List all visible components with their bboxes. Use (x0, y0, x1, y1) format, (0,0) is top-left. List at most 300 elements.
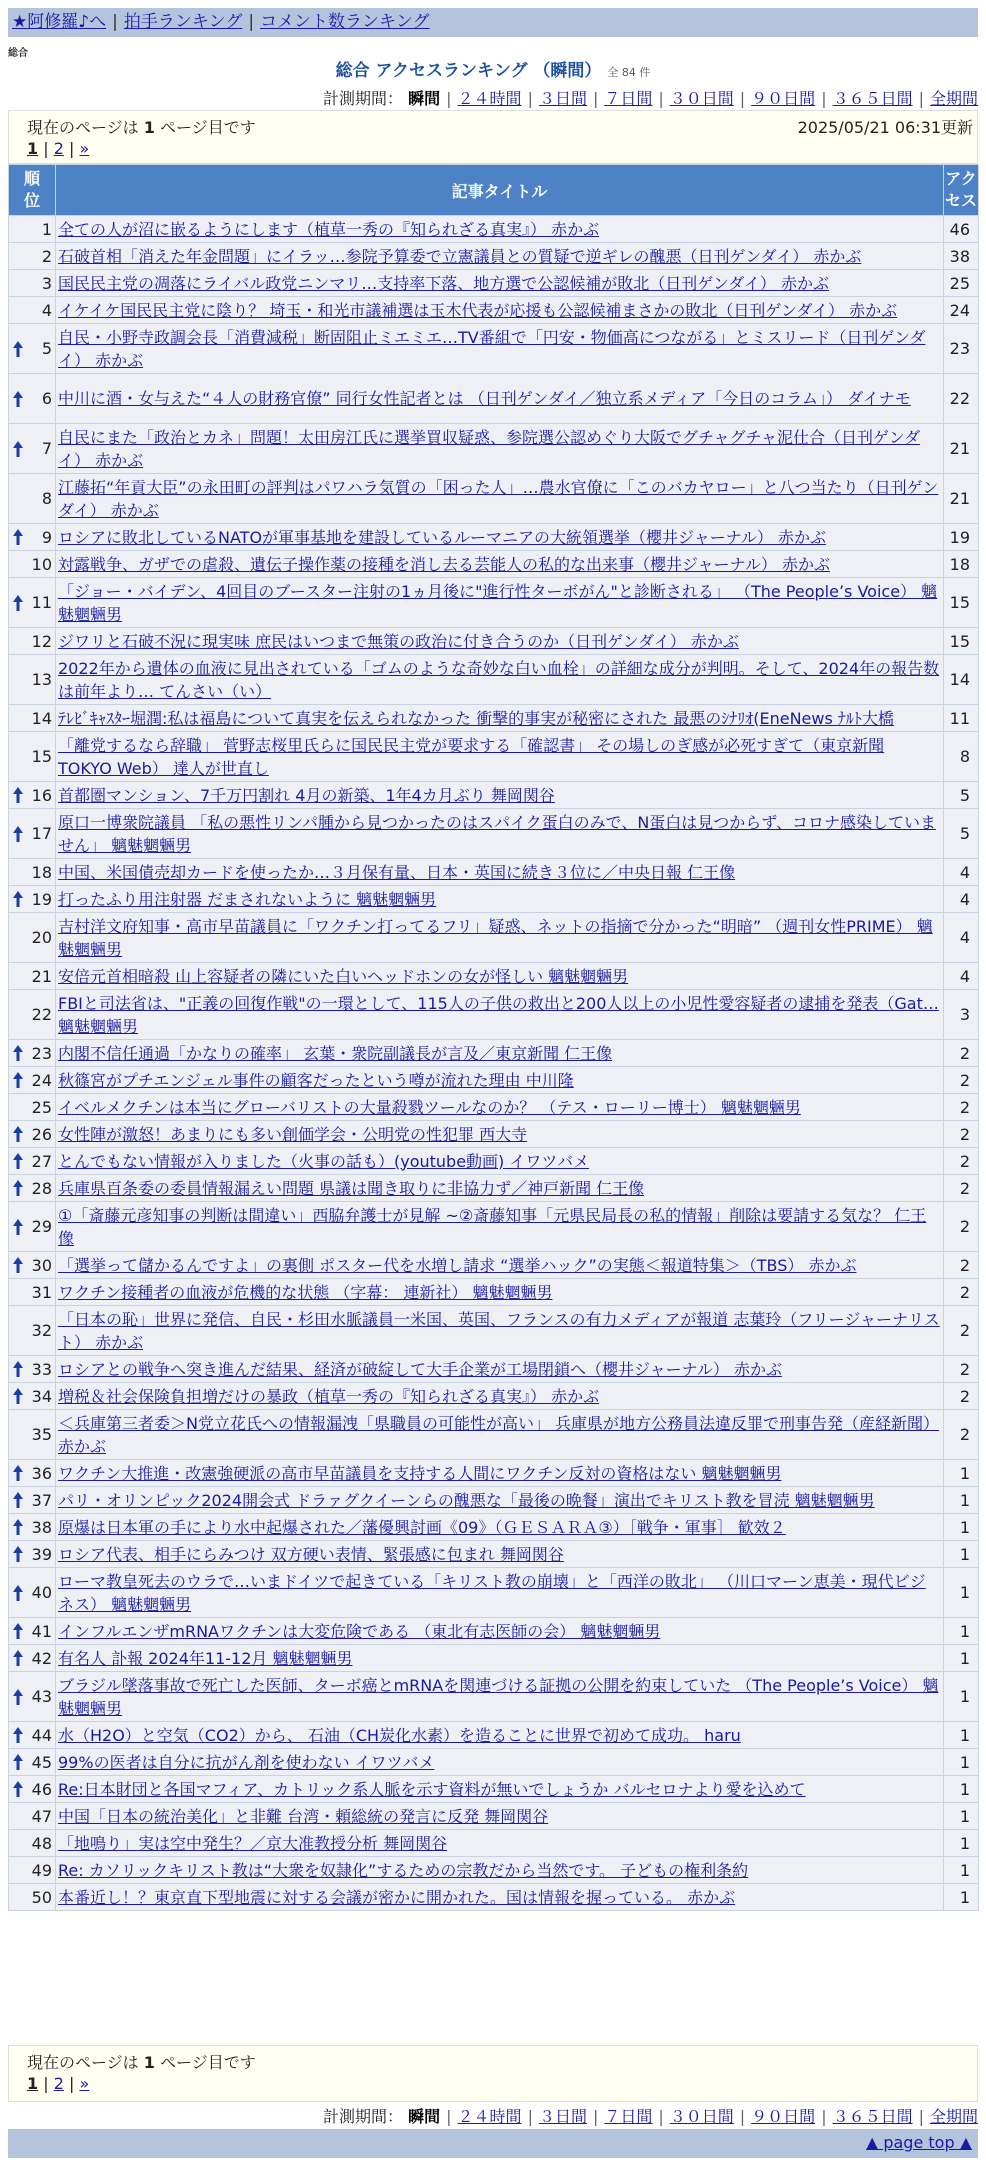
rank-up-arrow-icon (12, 528, 24, 546)
rank-cell (9, 1202, 56, 1252)
article-title-link[interactable]: 国民民主党の凋落にライバル政党ニンマリ…支持率下落、地方選で公認候補が敗北（日刊ゲンダイ） 赤かぶ (58, 273, 830, 293)
title-cell (56, 705, 944, 732)
nav-separator: | (112, 12, 118, 32)
access-count: 1 (944, 1749, 979, 1776)
rank-number: 32 (31, 1321, 52, 1340)
period-label: 計測期間： (323, 89, 404, 108)
rank-cell (9, 474, 56, 524)
rank-number: 23 (31, 1043, 52, 1063)
article-title-link[interactable]: 中川に酒・女与えた“４人の財務官僚” 同行女性記者とは （日刊ゲンダイ／独立系メディア「今日のコラム」） ダイナモ (58, 389, 911, 408)
access-count: 2 (944, 1383, 979, 1410)
access-count: 2 (944, 1067, 979, 1094)
table-row (9, 1040, 979, 1067)
rank-cell (9, 1279, 56, 1306)
rank-cell (9, 1252, 56, 1279)
rank-up-arrow-icon (12, 1545, 24, 1563)
rank-number: 19 (31, 889, 52, 909)
rank-cell (9, 1094, 56, 1121)
access-count: 3 (944, 990, 979, 1040)
pagination-top: 1 | 2 | » (27, 139, 90, 158)
period-link-7d[interactable]: ７日間 (604, 2107, 653, 2126)
access-count: 5 (944, 782, 979, 809)
access-count: 46 (944, 216, 979, 243)
article-title-link[interactable]: 本番近し！？東京直下型地震に対する会議が密かに開かれた。国は情報を握っている。 赤かぶ (58, 1887, 736, 1907)
col-header-title: 記事タイトル (56, 165, 944, 216)
page-title (0, 60, 986, 84)
page-link-2[interactable]: 2 (53, 2074, 64, 2093)
title-cell (56, 963, 944, 990)
rank-cell (9, 297, 56, 324)
rank-number: 4 (41, 300, 52, 320)
access-count: 15 (944, 578, 979, 628)
article-title-link[interactable]: 「ジョー・バイデン、4回目のブースター注射の1ヵ月後に"進行性ターボがん"と診断される」 （The People’s Voice） 魑魅魍魎男 (58, 581, 938, 624)
article-title-link[interactable]: 打ったふり用注射器 だまされないように 魑魅魍魎男 (58, 889, 437, 909)
rank-cell (9, 628, 56, 655)
period-current: 瞬間 (408, 89, 441, 108)
rank-cell (9, 1803, 56, 1830)
access-count: 4 (944, 859, 979, 886)
access-count: 2 (944, 1148, 979, 1175)
rank-cell (9, 1356, 56, 1383)
rank-number: 43 (31, 1687, 52, 1706)
title-cell (56, 1514, 944, 1541)
article-title-link[interactable]: 江藤拓“年貢大臣”の永田町の評判はパワハラ気質の「困った人」…農水官僚に「このバカヤロー」と八つ当たり（日刊ゲンダイ） 赤かぶ (58, 477, 939, 520)
nav-link-applause-ranking[interactable]: 拍手ランキング (123, 12, 243, 32)
access-count: 2 (944, 1202, 979, 1252)
rank-number: 12 (31, 631, 52, 651)
access-count: 4 (944, 963, 979, 990)
rank-number: 41 (31, 1621, 52, 1641)
title-cell (56, 628, 944, 655)
rank-up-arrow-icon (12, 340, 24, 358)
table-row (9, 270, 979, 297)
rank-cell (9, 809, 56, 859)
rank-up-arrow-icon (12, 1753, 24, 1771)
rank-cell (9, 913, 56, 963)
rank-number: 25 (31, 1097, 52, 1117)
article-title-link[interactable]: イベルメクチンは本当にグローバリストの大量殺戮ツールなのか？ （テス・ローリー博士） 魑魅魍魎男 (58, 1097, 801, 1117)
table-row (9, 1749, 979, 1776)
rank-cell (9, 990, 56, 1040)
rank-number: 49 (31, 1860, 52, 1880)
title-cell (56, 913, 944, 963)
article-title-link[interactable]: 秋篠宮がプチエンジェル事件の顧客だったという噂が流れた理由 中川隆 (58, 1070, 574, 1090)
table-row (9, 1383, 979, 1410)
rank-cell (9, 1749, 56, 1776)
access-count: 2 (944, 1279, 979, 1306)
page-info-bottom (8, 2045, 978, 2102)
rank-cell (9, 1067, 56, 1094)
period-label: 計測期間： (323, 2107, 404, 2126)
rank-up-arrow-icon (12, 1584, 24, 1602)
article-title-link[interactable]: 「日本の恥」世界に発信、自民・杉田水脈議員一米国、英国、フランスの有力メディアが報道 志葉玲（フリージャーナリスト） 赤かぶ (58, 1309, 940, 1352)
rank-number: 45 (31, 1752, 52, 1772)
article-title-link[interactable]: 有名人 訃報 2024年11-12月 魑魅魍魎男 (58, 1648, 353, 1668)
access-count: 1 (944, 1672, 979, 1722)
title-cell (56, 216, 944, 243)
rank-number: 11 (31, 593, 52, 612)
table-row (9, 1148, 979, 1175)
current-page-text: 現在のページは 1 ページ目です (27, 118, 256, 137)
rank-number: 3 (41, 273, 52, 293)
access-count: 1 (944, 1884, 979, 1911)
rank-cell (9, 324, 56, 374)
article-title-link[interactable]: ワクチン大推進・改憲強硬派の高市早苗議員を支持する人間にワクチン反対の資格はない 魑魅魍魎男 (58, 1463, 782, 1483)
period-link-90d[interactable]: ９０日間 (751, 89, 816, 108)
access-count: 25 (944, 270, 979, 297)
rank-cell (9, 782, 56, 809)
access-count: 1 (944, 1568, 979, 1618)
article-title-link[interactable]: Re:日本財団と各国マフィア、カトリック系人脈を示す資料が無いでしょうか バルセロナより愛を込めて (58, 1779, 806, 1799)
article-title-link[interactable]: 増税＆社会保険負担増だけの暴政（植草一秀の『知られざる真実』） 赤かぶ (58, 1386, 600, 1406)
period-link-7d[interactable]: ７日間 (604, 89, 653, 108)
rank-cell (9, 1040, 56, 1067)
table-row (9, 324, 979, 374)
page-link-next[interactable]: » (79, 139, 90, 158)
table-row (9, 1857, 979, 1884)
top-nav-links (12, 12, 430, 32)
title-cell (56, 859, 944, 886)
rank-cell (9, 524, 56, 551)
table-row (9, 1252, 979, 1279)
pagination-bottom: 1 | 2 | » (27, 2074, 90, 2093)
bottom-bar (8, 2129, 978, 2158)
table-row (9, 1645, 979, 1672)
article-title-link[interactable]: 内閣不信任通過「かなりの確率」 玄葉・衆院副議長が言及／東京新聞 仁王像 (58, 1043, 613, 1063)
rank-number: 28 (31, 1178, 52, 1198)
title-cell (56, 990, 944, 1040)
rank-up-arrow-icon (12, 890, 24, 908)
table-row (9, 1568, 979, 1618)
title-cell (56, 1067, 944, 1094)
access-count: 21 (944, 424, 979, 474)
title-cell (56, 1803, 944, 1830)
access-count: 2 (944, 1356, 979, 1383)
table-row (9, 374, 979, 424)
title-cell (56, 1148, 944, 1175)
table-row (9, 782, 979, 809)
rank-up-arrow-icon (12, 1218, 24, 1236)
table-row (9, 524, 979, 551)
rank-number: 37 (31, 1490, 52, 1510)
title-cell (56, 551, 944, 578)
rank-cell (9, 270, 56, 297)
article-title-link[interactable]: ロシア代表、相手にらみつけ 双方硬い表情、緊張感に包まれ 舞岡関谷 (58, 1544, 564, 1564)
article-title-link[interactable]: 吉村洋文府知事・高市早苗議員に「ワクチン打ってるフリ」疑惑、ネットの指摘で分かった“明暗” （週刊女性PRIME） 魑魅魍魎男 (58, 916, 933, 959)
title-cell (56, 1202, 944, 1252)
page-top-link[interactable]: ▲ page top ▲ (865, 2133, 972, 2152)
table-row (9, 297, 979, 324)
article-title-link[interactable]: ロシアとの戦争へ突き進んだ結果、経済が破綻して大手企業が工場閉鎖へ（櫻井ジャーナル） 赤かぶ (58, 1359, 782, 1379)
rank-number: 2 (41, 246, 52, 266)
table-row (9, 1618, 979, 1645)
access-count: 38 (944, 243, 979, 270)
rank-number: 21 (31, 966, 52, 986)
rank-up-arrow-icon (12, 825, 24, 843)
table-row (9, 655, 979, 705)
rank-number: 13 (31, 670, 52, 689)
page-current: 1 (27, 2074, 39, 2093)
access-count: 22 (944, 374, 979, 424)
rank-number: 14 (31, 708, 52, 728)
title-cell (56, 1672, 944, 1722)
rank-up-arrow-icon (12, 1726, 24, 1744)
title-cell (56, 1884, 944, 1911)
nav-link-comment-ranking[interactable]: コメント数ランキング (260, 12, 430, 32)
page-link-next[interactable]: » (79, 2074, 90, 2093)
article-title-link[interactable]: 石破首相「消えた年金問題」にイラッ…参院予算委で立憲議員との質疑で逆ギレの醜悪（日刊ゲンダイ） 赤かぶ (58, 246, 862, 266)
access-count: 14 (944, 655, 979, 705)
article-title-link[interactable]: ロシアに敗北しているNATOが軍事基地を建設しているルーマニアの大統領選挙（櫻井ジャーナル） 赤かぶ (58, 527, 827, 547)
period-link-30d[interactable]: ３０日間 (669, 89, 734, 108)
access-count: 4 (944, 913, 979, 963)
title-cell (56, 782, 944, 809)
article-title-link[interactable]: とんでもない情報が入りました（火事の話も）(youtube動画) イワツバメ (58, 1151, 590, 1171)
table-header-row (9, 165, 979, 216)
article-title-link[interactable]: ブラジル墜落事故で死亡した医師、ターボ癌とmRNAを関連づける証拠の公開を約束していた （The People’s Voice） 魑魅魍魎男 (58, 1675, 939, 1718)
col-header-access: アクセス (944, 165, 979, 216)
table-row (9, 628, 979, 655)
table-row (9, 424, 979, 474)
table-row (9, 1514, 979, 1541)
access-count: 1 (944, 1618, 979, 1645)
rank-number: 1 (41, 219, 52, 239)
access-count: 1 (944, 1487, 979, 1514)
rank-cell (9, 1672, 56, 1722)
rank-cell (9, 1148, 56, 1175)
rank-up-arrow-icon (12, 1125, 24, 1143)
article-title-link[interactable]: 中国「日本の統治美化」と非難 台湾・頼総統の発言に反発 舞岡関谷 (58, 1806, 549, 1826)
period-link-3d[interactable]: ３日間 (538, 2107, 587, 2126)
rank-up-arrow-icon (12, 1622, 24, 1640)
rank-cell (9, 859, 56, 886)
rank-number: 30 (31, 1255, 52, 1275)
article-title-link[interactable]: 安倍元首相暗殺 山上容疑者の隣にいた白いヘッドホンの女が怪しい 魑魅魍魎男 (58, 966, 629, 986)
title-cell (56, 1121, 944, 1148)
col-header-rank: 順位 (9, 165, 56, 216)
article-title-link[interactable]: 「離党するなら辞職」 菅野志桜里氏らに国民民主党が要求する「確認書」 その場しのぎ感が必死すぎて（東京新聞 TOKYO Web） 達人が世直し (58, 735, 885, 778)
rank-cell (9, 1175, 56, 1202)
article-title-link[interactable]: ①「斎藤元彦知事の判断は間違い」西脇弁護士が見解 ~②斎藤知事「元県民局長の私的情報」削除は要請する気な？ 仁王像 (58, 1205, 927, 1248)
rank-number: 5 (41, 339, 52, 358)
table-row (9, 243, 979, 270)
rank-number: 33 (31, 1359, 52, 1379)
article-title-link[interactable]: 中国、米国債売却カードを使ったか…３月保有量、日本・英国に続き３位に／中央日報 仁王像 (58, 862, 736, 882)
article-title-link[interactable]: イケイケ国民民主党に陰り？ 埼玉・和光市議補選は玉木代表が応援も公認候補まさかの敗北（日刊ゲンダイ） 赤かぶ (58, 300, 898, 320)
rank-number: 34 (31, 1386, 52, 1406)
article-title-link[interactable]: 自民にまた「政治とカネ」問題！太田房江氏に選挙買収疑惑、参院選公認めぐり大阪でグチャグチャ泥仕合（日刊ゲンダイ） 赤かぶ (58, 427, 921, 470)
table-row (9, 1776, 979, 1803)
rank-cell (9, 1884, 56, 1911)
rank-number: 17 (31, 824, 52, 843)
access-count: 15 (944, 628, 979, 655)
article-title-link[interactable]: 2022年から遺体の血液に見出されている「ゴムのような奇妙な白い血栓」の詳細な成分が判明。そして、2024年の報告数は前年より… てんさい（い） (58, 658, 940, 701)
access-count: 1 (944, 1645, 979, 1672)
rank-number: 47 (31, 1806, 52, 1826)
table-row (9, 474, 979, 524)
article-title-link[interactable]: FBIと司法省は、"正義の回復作戦"の一環として、115人の子供の救出と200人以上の小児性愛容疑者の逮捕を発表（Gat… 魑魅魍魎男 (58, 993, 939, 1036)
period-link-3d[interactable]: ３日間 (538, 89, 587, 108)
table-row (9, 1460, 979, 1487)
current-page-text: 現在のページは 1 ページ目です (27, 2053, 256, 2072)
rank-cell (9, 655, 56, 705)
article-title-link[interactable]: 対露戦争、ガザでの虐殺、遺伝子操作薬の接種を消し去る芸能人の私的な出来事（櫻井ジャーナル） 赤かぶ (58, 554, 830, 574)
article-title-link[interactable]: 「選挙って儲かるんですよ」の裏側 ポスター代を水増し請求 “選挙ハック”の実態＜報道特集＞（TBS） 赤かぶ (58, 1255, 857, 1275)
article-title-link[interactable]: ﾃﾚﾋﾞｷｬｽﾀｰ堀潤:私は福島について真実を伝えられなかった 衝撃的事実が秘密にされた 最悪のｼﾅﾘｵ(EneNews ﾅﾙﾄ大橋 (58, 708, 894, 728)
access-count: 21 (944, 474, 979, 524)
rank-number: 38 (31, 1517, 52, 1537)
table-row (9, 963, 979, 990)
rank-cell (9, 1487, 56, 1514)
title-cell (56, 809, 944, 859)
article-title-link[interactable]: 首都圏マンション、7千万円割れ 4月の新築、1年4カ月ぶり 舞岡関谷 (58, 785, 555, 805)
title-cell (56, 1857, 944, 1884)
rank-up-arrow-icon (12, 1152, 24, 1170)
table-row (9, 1541, 979, 1568)
rank-up-arrow-icon (12, 1688, 24, 1706)
article-title-link[interactable]: ジワリと石破不況に現実味 庶民はいつまで無策の政治に付き合うのか（日刊ゲンダイ） 赤かぶ (58, 631, 739, 651)
title-cell (56, 1040, 944, 1067)
rank-number: 16 (31, 785, 52, 805)
access-count: 1 (944, 1830, 979, 1857)
rank-cell (9, 963, 56, 990)
rank-cell (9, 1830, 56, 1857)
rank-cell (9, 886, 56, 913)
period-link-90d[interactable]: ９０日間 (751, 2107, 816, 2126)
table-row (9, 886, 979, 913)
access-count: 5 (944, 809, 979, 859)
title-cell (56, 655, 944, 705)
table-row (9, 1722, 979, 1749)
rank-number: 36 (31, 1463, 52, 1483)
rank-cell (9, 1722, 56, 1749)
article-title-link[interactable]: 全ての人が沼に嵌るようにします（植草一秀の『知られざる真実』） 赤かぶ (58, 219, 600, 239)
page-info-top (8, 110, 978, 164)
period-link-24h[interactable]: ２４時間 (457, 89, 522, 108)
table-row (9, 859, 979, 886)
rank-cell (9, 1618, 56, 1645)
rank-cell (9, 1568, 56, 1618)
access-count: 1 (944, 1722, 979, 1749)
rank-up-arrow-icon (12, 594, 24, 612)
article-title-link[interactable]: インフルエンザmRNAワクチンは大変危険である （東北有志医師の会） 魑魅魍魎男 (58, 1621, 661, 1641)
article-title-link[interactable]: 原口一博衆院議員 「私の悪性リンパ腫から見つかったのはスパイク蛋白のみで、N蛋白は見つからず、コロナ感染していません」 魑魅魍魎男 (58, 812, 937, 855)
table-row (9, 1884, 979, 1911)
table-row (9, 1410, 979, 1460)
title-cell (56, 1383, 944, 1410)
article-title-link[interactable]: Re: カソリックキリスト教は“大衆を奴隷化”するための宗教だから当然です。 子どもの権利条約 (58, 1860, 749, 1880)
rank-number: 29 (31, 1217, 52, 1236)
table-row (9, 732, 979, 782)
article-title-link[interactable]: パリ・オリンピック2024開会式 ドラァグクイーンらの醜悪な「最後の晩餐」演出でキリスト教を冒涜 魑魅魍魎男 (58, 1490, 875, 1510)
access-count: 1 (944, 1460, 979, 1487)
rank-cell (9, 374, 56, 424)
table-row (9, 705, 979, 732)
title-cell (56, 1175, 944, 1202)
table-row (9, 1279, 979, 1306)
title-cell (56, 578, 944, 628)
rank-cell (9, 1776, 56, 1803)
title-cell (56, 732, 944, 782)
access-count: 11 (944, 705, 979, 732)
article-title-link[interactable]: ローマ教皇死去のウラで…いまドイツで起きている「キリスト教の崩壊」と「西洋の敗北」 （川口マーン恵美・現代ビジネス） 魑魅魍魎男 (58, 1571, 926, 1614)
rank-number: 31 (31, 1282, 52, 1302)
rank-up-arrow-icon (12, 1071, 24, 1089)
rank-up-arrow-icon (12, 1360, 24, 1378)
rank-cell (9, 1410, 56, 1460)
period-link-all[interactable]: 全期間 (929, 89, 978, 108)
table-row (9, 1306, 979, 1356)
access-count: 1 (944, 1803, 979, 1830)
table-row (9, 1094, 979, 1121)
title-cell (56, 1306, 944, 1356)
article-title-link[interactable]: 兵庫県百条委の委員情報漏えい問題 県議は聞き取りに非協力ず／神戸新聞 仁王像 (58, 1178, 645, 1198)
article-title-link[interactable]: 自民・小野寺政調会長「消費減税」断固阻止ミエミエ…TV番組で「円安・物価高につながる」とミスリード（日刊ゲンダイ） 赤かぶ (58, 327, 926, 370)
rank-cell (9, 1383, 56, 1410)
rank-up-arrow-icon (12, 1387, 24, 1405)
rank-number: 20 (31, 928, 52, 947)
title-cell (56, 886, 944, 913)
rank-number: 44 (31, 1725, 52, 1745)
period-selector-bottom: 計測期間： 瞬間 | ２４時間 | ３日間 | ７日間 | ３０日間 | ９０日間 | ３６５日間 | 全期間 (323, 2107, 978, 2126)
access-count: 1 (944, 1857, 979, 1884)
access-count: 23 (944, 324, 979, 374)
title-cell (56, 1094, 944, 1121)
rank-cell (9, 1121, 56, 1148)
article-title-link[interactable]: 女性陣が激怒！あまりにも多い創価学会・公明党の性犯罪 西大寺 (58, 1124, 528, 1144)
rank-cell (9, 551, 56, 578)
article-title-link[interactable]: 原爆は日本軍の手により水中起爆された／藩優興討画《09》（ＧＥＳＡＲＡ③）［戦争・軍事］ 歓效２ (58, 1517, 786, 1537)
title-cell (56, 1830, 944, 1857)
rank-number: 26 (31, 1124, 52, 1144)
period-selector-top: 計測期間： 瞬間 | ２４時間 | ３日間 | ７日間 | ３０日間 | ９０日間 | ３６５日間 | 全期間 (323, 89, 978, 108)
rank-up-arrow-icon (12, 1780, 24, 1798)
title-cell (56, 1279, 944, 1306)
article-title-link[interactable]: 99%の医者は自分に抗がん剤を使わない イワツバメ (58, 1752, 435, 1772)
period-link-all[interactable]: 全期間 (929, 2107, 978, 2126)
nav-link-asyura[interactable]: ★阿修羅♪へ (12, 12, 107, 32)
title-cell (56, 297, 944, 324)
period-link-30d[interactable]: ３０日間 (669, 2107, 734, 2126)
table-row (9, 1175, 979, 1202)
rank-number: 22 (31, 1005, 52, 1024)
rank-up-arrow-icon (12, 1256, 24, 1274)
table-row (9, 1672, 979, 1722)
page-link-2[interactable]: 2 (53, 139, 64, 158)
article-title-link[interactable]: 水（H2O）と空気（CO2）から、 石油（CH炭化水素）を造ることに世界で初めて成功。 haru (58, 1725, 741, 1745)
rank-cell (9, 1460, 56, 1487)
title-cell (56, 1722, 944, 1749)
title-cell (56, 1776, 944, 1803)
rank-up-arrow-icon (12, 1518, 24, 1536)
rank-cell (9, 1306, 56, 1356)
period-link-365d[interactable]: ３６５日間 (832, 89, 913, 108)
table-row (9, 809, 979, 859)
title-cell (56, 1541, 944, 1568)
title-cell (56, 1252, 944, 1279)
title-cell (56, 1460, 944, 1487)
title-cell (56, 1749, 944, 1776)
article-title-link[interactable]: 「地鳴り」実は空中発生？／京大准教授分析 舞岡関谷 (58, 1833, 448, 1853)
table-row (9, 1803, 979, 1830)
rank-up-arrow-icon (12, 1044, 24, 1062)
rank-cell (9, 1857, 56, 1884)
article-title-link[interactable]: ＜兵庫第三者委＞N党立花氏への情報漏洩「県職員の可能性が高い」 兵庫県が地方公務員法違反罪で刑事告発（産経新聞） 赤かぶ (58, 1413, 940, 1456)
period-link-24h[interactable]: ２４時間 (457, 2107, 522, 2126)
period-link-365d[interactable]: ３６５日間 (832, 2107, 913, 2126)
ranking-table (8, 164, 979, 1911)
article-title-link[interactable]: ワクチン接種者の血液が危機的な状態 （字幕： 連新社） 魑魅魍魎男 (58, 1282, 553, 1302)
